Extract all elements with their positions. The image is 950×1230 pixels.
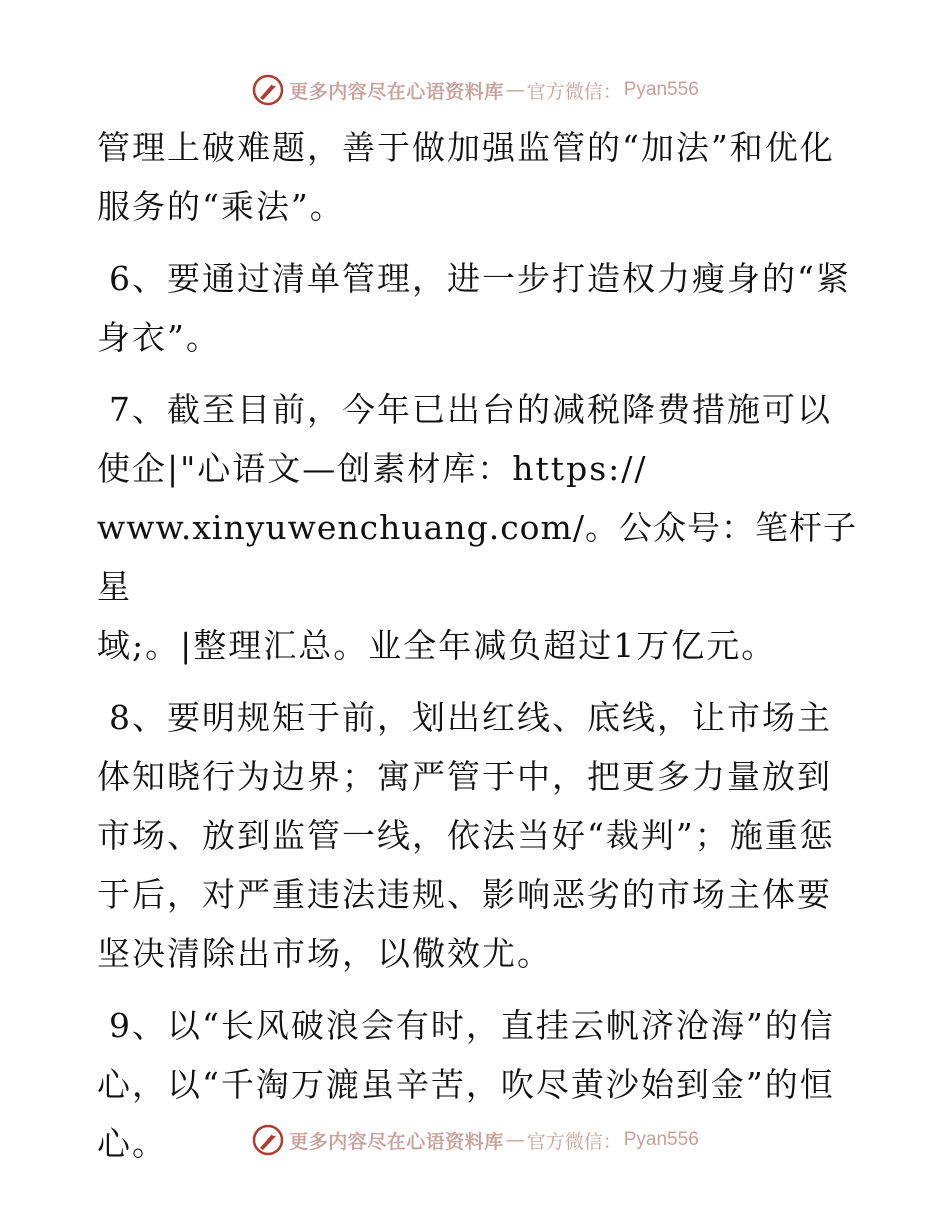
paragraph-6: 6、要通过清单管理，进一步打造权力瘦身的“紧身衣”。	[97, 259, 851, 357]
footer-separator: —	[505, 1129, 525, 1151]
paragraph-8: 8、要明规矩于前，划出红线、底线，让市场主体知晓行为边界；寓严管于中，把更多力量放到市场、放到监管一线，依法当好“裁判”；施重惩于后，对严重违法违规、影响恶劣的市场主体要坚决清除出市场，以儆效尤。	[97, 698, 835, 973]
paragraph-continued: 管理上破难题，善于做加强监管的“加法”和优化服务的“乘法”。	[97, 128, 835, 226]
paragraph-7-line-b: www.xinyuwenchuang.com/。公众号：笔杆子星	[97, 508, 857, 606]
paragraph-7	[97, 380, 857, 675]
paragraph-7-line-a: 7、截至目前，今年已出台的减税降费措施可以使企|"心语文—创素材库：https://	[97, 390, 832, 488]
footer-wechat-id: Pyan556	[623, 1129, 699, 1150]
header-title: 更多内容尽在心语资料库	[289, 80, 504, 103]
header-wechat-id: Pyan556	[623, 79, 699, 100]
footer-banner	[0, 1120, 950, 1160]
header-wechat-label: 官方微信：	[526, 80, 622, 103]
footer-wechat-label: 官方微信：	[526, 1130, 622, 1153]
footer-title: 更多内容尽在心语资料库	[289, 1130, 504, 1153]
paragraph-7-line-c: 域;。|整理汇总。业全年减负超过1万亿元。	[97, 626, 777, 665]
header-banner	[0, 70, 950, 110]
header-separator: —	[505, 79, 525, 101]
paragraph-9: 9、以“长风破浪会有时，直挂云帆济沧海”的信心，以“千淘万漉虽辛苦，吹尽黄沙始到金”的恒心。	[97, 1006, 835, 1163]
pen-nib-logo-icon	[251, 1123, 285, 1157]
document-body	[97, 118, 857, 1186]
pen-nib-logo-icon	[251, 73, 285, 107]
